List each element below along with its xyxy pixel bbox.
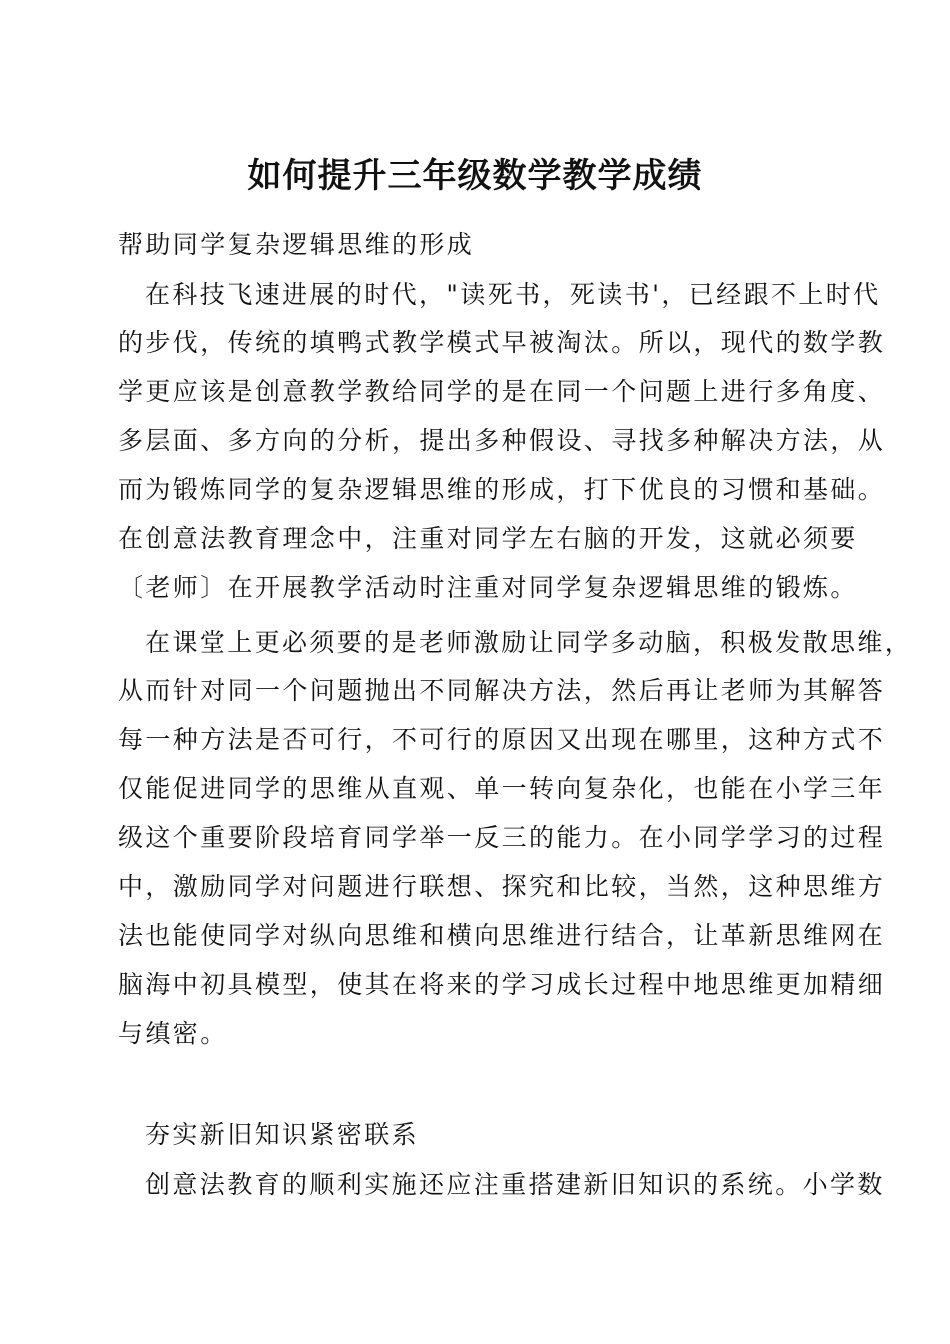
paragraph-line: 学更应该是创意教学教给同学的是在同一个问题上进行多角度、 (118, 377, 886, 406)
paragraph-line: 仅能促进同学的思维从直观、单一转向复杂化，也能在小学三年 (118, 774, 886, 803)
section-heading-logic: 帮助同学复杂逻辑思维的形成 (118, 230, 475, 259)
paragraph-line: 而为锻炼同学的复杂逻辑思维的形成，打下优良的习惯和基础。 (118, 475, 886, 504)
paragraph-line: 在课堂上更必须要的是老师激励让同学多动脑，积极发散思维， (145, 628, 913, 657)
paragraph-line: 在科技飞速进展的时代，"读死书，死读书'，已经跟不上时代 (145, 280, 881, 309)
paragraph-line: 的步伐，传统的填鸭式教学模式早被淘汰。所以，现代的数学教 (118, 328, 886, 357)
paragraph-line: 中，激励同学对问题进行联想、探究和比较，当然，这种思维方 (118, 872, 886, 901)
document-title: 如何提升三年级数学教学成绩 (247, 156, 703, 196)
paragraph-line: 〔老师〕在开展教学活动时注重对同学复杂逻辑思维的锻炼。 (118, 573, 858, 602)
paragraph-line: 创意法教育的顺利实施还应注重搭建新旧知识的系统。小学数 (145, 1170, 885, 1199)
paragraph-line: 多层面、多方向的分析，提出多种假设、寻找多种解决方法，从 (118, 426, 886, 455)
paragraph-line: 法也能使同学对纵向思维和横向思维进行结合，让革新思维网在 (118, 921, 886, 950)
section-heading-knowledge: 夯实新旧知识紧密联系 (145, 1120, 420, 1149)
paragraph-line: 从而针对同一个问题抛出不同解决方法，然后再让老师为其解答 (118, 676, 886, 705)
paragraph-line: 每一种方法是否可行，不可行的原因又出现在哪里，这种方式不 (118, 725, 886, 754)
paragraph-line: 在创意法教育理念中，注重对同学左右脑的开发，这就必须要 (118, 524, 858, 553)
paragraph-line: 脑海中初具模型，使其在将来的学习成长过程中地思维更加精细 (118, 970, 886, 999)
paragraph-line: 级这个重要阶段培育同学举一反三的能力。在小同学学习的过程 (118, 823, 886, 852)
paragraph-line: 与缜密。 (118, 1019, 228, 1048)
